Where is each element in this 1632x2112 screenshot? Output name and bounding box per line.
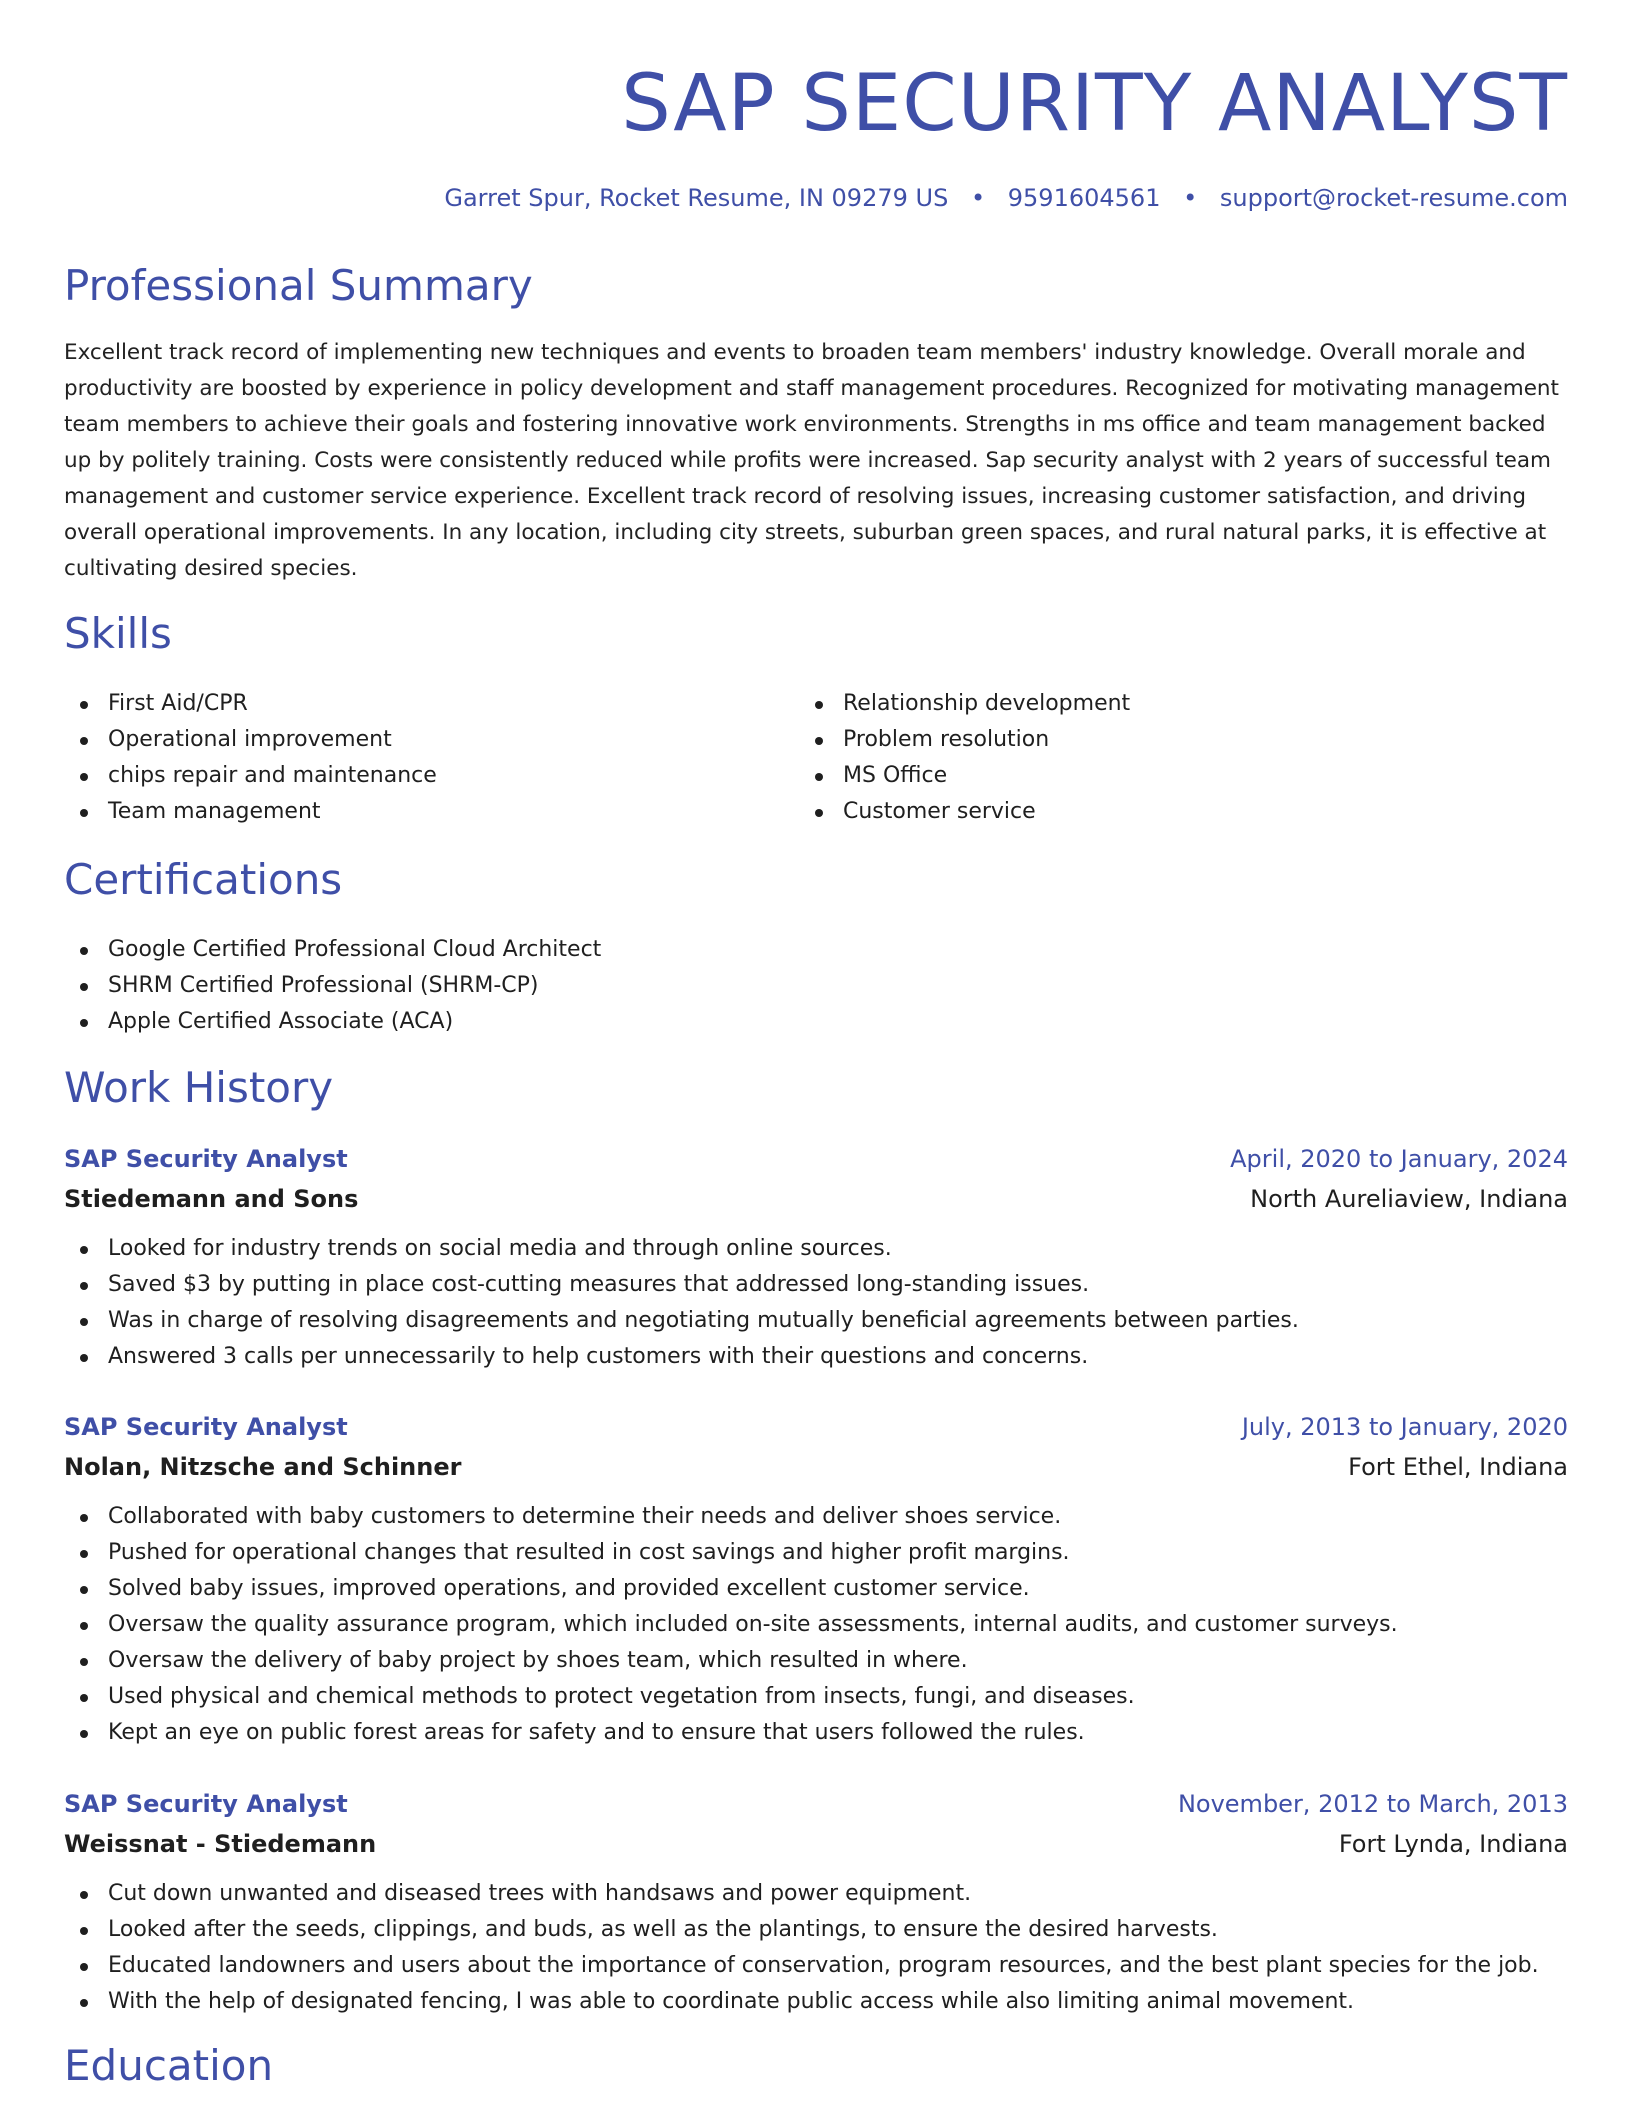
- job-location: Fort Lynda, Indiana: [1338, 1830, 1568, 1858]
- job-title: SAP Security Analyst: [64, 1790, 348, 1818]
- resume-page: [64, 0, 1568, 2090]
- certifications-list: [64, 932, 601, 1040]
- contact-phone: 9591604561: [1007, 184, 1161, 212]
- job-company-row: [64, 1824, 1568, 1864]
- job-location: Fort Ethel, Indiana: [1348, 1453, 1568, 1481]
- work-history-heading: Work History: [64, 1063, 334, 1112]
- job-bullet: Cut down unwanted and diseased trees with handsaws and power equipment.: [64, 1876, 1568, 1912]
- job-entry: [64, 1784, 1568, 2020]
- job-bullets: [64, 1231, 1568, 1375]
- skills-list-left: [64, 686, 764, 830]
- job-bullet: With the help of designated fencing, I was able to coordinate public access while also limiting animal movement.: [64, 1984, 1568, 2020]
- contact-email[interactable]: support@rocket-resume.com: [1219, 184, 1568, 212]
- job-bullet: Looked after the seeds, clippings, and buds, as well as the plantings, to ensure the desired harvests.: [64, 1912, 1568, 1948]
- certifications-block: [64, 932, 601, 1040]
- job-bullet: Answered 3 calls per unnecessarily to help customers with their questions and concerns.: [64, 1339, 1568, 1375]
- job-company-row: [64, 1179, 1568, 1219]
- skill-item: Relationship development: [799, 686, 1499, 722]
- job-bullets: [64, 1876, 1568, 2020]
- job-dates: April, 2020 to January, 2024: [1230, 1145, 1568, 1173]
- resume-title: SAP SECURITY ANALYST: [621, 59, 1568, 149]
- job-bullet: Kept an eye on public forest areas for safety and to ensure that users followed the rules.: [64, 1715, 1568, 1751]
- job-title-row: [64, 1784, 1568, 1824]
- job-bullet: Collaborated with baby customers to determine their needs and deliver shoes service.: [64, 1499, 1568, 1535]
- skill-item: Customer service: [799, 794, 1499, 830]
- skills-column-left: [64, 686, 764, 830]
- job-dates: July, 2013 to January, 2020: [1241, 1413, 1568, 1441]
- job-bullet: Solved baby issues, improved operations, and provided excellent customer service.: [64, 1571, 1568, 1607]
- summary-heading: Professional Summary: [64, 261, 533, 310]
- job-company: Nolan, Nitzsche and Schinner: [64, 1453, 462, 1481]
- education-heading: Education: [64, 2041, 274, 2090]
- job-bullet: Pushed for operational changes that resulted in cost savings and higher profit margins.: [64, 1535, 1568, 1571]
- job-entry: [64, 1139, 1568, 1375]
- job-bullet: Looked for industry trends on social media and through online sources.: [64, 1231, 1568, 1267]
- job-title: SAP Security Analyst: [64, 1145, 348, 1173]
- job-bullet: Used physical and chemical methods to protect vegetation from insects, fungi, and diseases.: [64, 1679, 1568, 1715]
- job-bullet: Saved $3 by putting in place cost-cutting measures that addressed long-standing issues.: [64, 1267, 1568, 1303]
- skills-column-right: [799, 686, 1499, 830]
- job-bullet: Educated landowners and users about the importance of conservation, program resources, and the best plant species for the job.: [64, 1948, 1568, 1984]
- job-bullet: Oversaw the delivery of baby project by shoes team, which resulted in where.: [64, 1643, 1568, 1679]
- certification-item: Apple Certified Associate (ACA): [64, 1004, 601, 1040]
- contact-separator: •: [1183, 184, 1198, 212]
- skill-item: Problem resolution: [799, 722, 1499, 758]
- skill-item: chips repair and maintenance: [64, 758, 764, 794]
- skills-list-right: [799, 686, 1499, 830]
- skill-item: First Aid/CPR: [64, 686, 764, 722]
- job-dates: November, 2012 to March, 2013: [1177, 1790, 1568, 1818]
- contact-address: Garret Spur, Rocket Resume, IN 09279 US: [444, 184, 949, 212]
- skill-item: Operational improvement: [64, 722, 764, 758]
- contact-separator: •: [970, 184, 986, 212]
- job-entry: [64, 1407, 1568, 1751]
- certification-item: SHRM Certified Professional (SHRM-CP): [64, 968, 601, 1004]
- job-bullet: Was in charge of resolving disagreements and negotiating mutually beneficial agreements between parties.: [64, 1303, 1568, 1339]
- job-title-row: [64, 1407, 1568, 1447]
- job-company: Weissnat - Stiedemann: [64, 1830, 377, 1858]
- skill-item: Team management: [64, 794, 764, 830]
- job-bullet: Oversaw the quality assurance program, which included on-site assessments, internal audits, and customer surveys.: [64, 1607, 1568, 1643]
- job-title: SAP Security Analyst: [64, 1413, 348, 1441]
- job-title-row: [64, 1139, 1568, 1179]
- certification-item: Google Certified Professional Cloud Architect: [64, 932, 601, 968]
- skills-heading: Skills: [64, 609, 172, 658]
- skill-item: MS Office: [799, 758, 1499, 794]
- job-company-row: [64, 1447, 1568, 1487]
- job-bullets: [64, 1499, 1568, 1751]
- contact-line: [444, 182, 1568, 214]
- summary-text: Excellent track record of implementing new techniques and events to broaden team members' industry knowledge. Overall morale and productivity are boosted by experience in policy development and staff management procedures. Recognized for motivating management team members to achieve their goals and fostering innovative work environments. Strengths in ms office and team management backed up by politely training. Costs were consistently reduced while profits were increased. Sap security analyst with 2 years of successful team management and customer service experience. Excellent track record of resolving issues, increasing customer satisfaction, and driving overall operational improvements. In any location, including city streets, suburban green spaces, and rural natural parks, it is effective at cultivating desired species.: [64, 340, 1559, 581]
- job-company: Stiedemann and Sons: [64, 1185, 359, 1213]
- certifications-heading: Certifications: [64, 855, 343, 904]
- job-location: North Aureliaview, Indiana: [1250, 1185, 1568, 1213]
